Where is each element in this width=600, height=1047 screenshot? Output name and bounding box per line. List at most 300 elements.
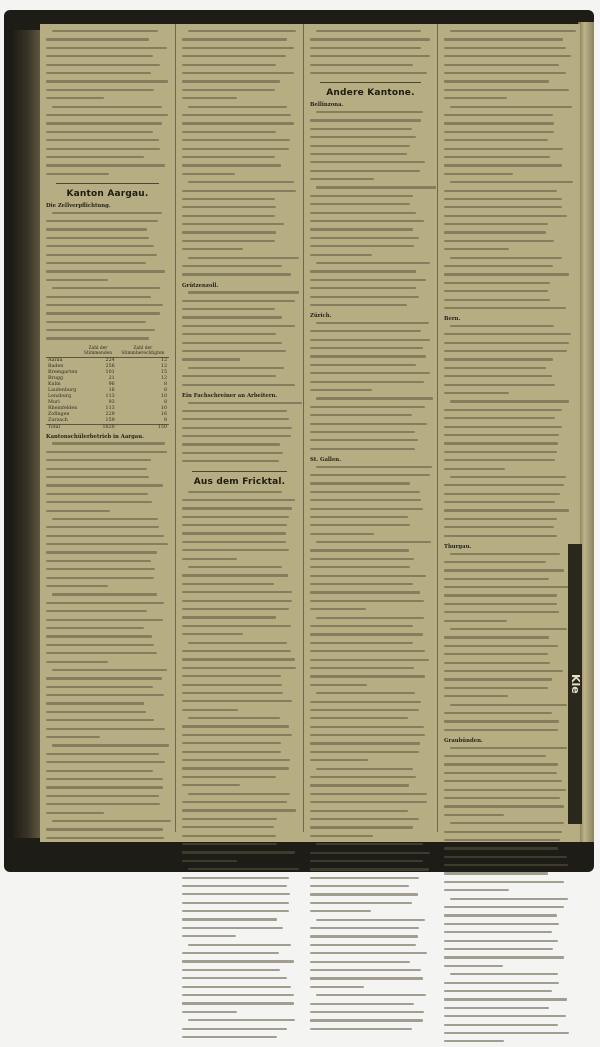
- text-line: [444, 64, 572, 70]
- text-line: [182, 350, 297, 356]
- text-line: [182, 759, 297, 765]
- text-line: [46, 38, 169, 44]
- text-line: [310, 499, 431, 505]
- text-line: [182, 206, 297, 212]
- table-cell: 8: [163, 387, 167, 393]
- text-line: [444, 358, 572, 364]
- text-line: [46, 812, 169, 818]
- text-line: [444, 231, 572, 237]
- text-line: [444, 789, 572, 795]
- text-line: [444, 831, 572, 837]
- text-line: [182, 851, 297, 857]
- text-line: [182, 300, 297, 306]
- text-line: [444, 763, 572, 769]
- text-line: [46, 602, 169, 608]
- text-line: [310, 784, 431, 790]
- text-line: [182, 114, 297, 120]
- text-line: [444, 982, 572, 988]
- text-line: [182, 994, 297, 1000]
- text-line: [444, 131, 572, 137]
- text-line: [310, 768, 431, 774]
- text-line: [310, 1011, 431, 1017]
- text-line: [182, 507, 297, 513]
- table-cell: 8: [163, 399, 167, 405]
- text-line: [444, 1032, 572, 1038]
- text-line: [444, 881, 572, 887]
- text-line: [182, 231, 297, 237]
- article-body: [182, 291, 297, 390]
- text-line: [310, 381, 431, 387]
- text-line: [182, 608, 297, 614]
- text-line: [444, 729, 572, 735]
- text-line: [182, 574, 297, 580]
- text-line: [182, 658, 297, 664]
- article-body: [310, 30, 431, 78]
- text-line: [444, 594, 572, 600]
- text-line: [310, 161, 431, 167]
- text-line: [182, 1019, 297, 1025]
- text-line: [46, 164, 169, 170]
- text-line: [310, 977, 431, 983]
- text-line: [444, 223, 572, 229]
- text-line: [444, 114, 572, 120]
- text-line: [46, 803, 169, 809]
- table-cell: Zurzach: [48, 417, 68, 423]
- text-line: [182, 181, 297, 187]
- text-line: [182, 532, 297, 538]
- text-line: [182, 491, 297, 497]
- table-cell: 101: [105, 369, 115, 375]
- table-cell: Baden: [48, 363, 64, 369]
- text-line: [182, 156, 297, 162]
- text-line: [310, 742, 431, 748]
- text-line: [182, 1028, 297, 1034]
- text-line: [444, 526, 572, 532]
- text-line: [46, 593, 169, 599]
- text-line: [46, 80, 169, 86]
- text-line: [310, 1028, 431, 1034]
- text-line: [182, 566, 297, 572]
- article-body: [444, 30, 572, 313]
- text-line: [182, 139, 297, 145]
- text-line: [182, 452, 297, 458]
- text-line: [182, 793, 297, 799]
- text-line: [182, 826, 297, 832]
- text-line: [46, 148, 169, 154]
- text-line: [46, 451, 169, 457]
- text-line: [310, 541, 431, 547]
- text-line: [182, 860, 297, 866]
- text-line: [444, 198, 572, 204]
- text-line: [310, 203, 431, 209]
- text-line: [182, 316, 297, 322]
- text-line: [310, 801, 431, 807]
- text-line: [310, 448, 431, 454]
- text-line: [444, 384, 572, 390]
- text-line: [46, 753, 169, 759]
- text-line: [182, 325, 297, 331]
- text-line: [310, 910, 431, 916]
- text-line: [182, 549, 297, 555]
- text-line: [182, 751, 297, 757]
- article-body: [310, 466, 431, 1034]
- text-line: [182, 776, 297, 782]
- text-line: [310, 389, 431, 395]
- text-line: [182, 675, 297, 681]
- text-line: [444, 72, 572, 78]
- text-line: [182, 818, 297, 824]
- text-line: [46, 694, 169, 700]
- text-line: [310, 835, 431, 841]
- text-line: [310, 304, 431, 310]
- text-line: [46, 828, 169, 834]
- text-line: [444, 290, 572, 296]
- text-line: [46, 312, 169, 318]
- text-line: [444, 173, 572, 179]
- table-cell: Zofingen: [48, 411, 70, 417]
- text-line: [444, 822, 572, 828]
- text-line: [310, 642, 431, 648]
- text-line: [310, 583, 431, 589]
- text-line: [444, 80, 572, 86]
- subhead-gruetzenzoll: Grützenzoll.: [182, 282, 219, 289]
- table-cell: Muri: [48, 399, 60, 405]
- section-heading-fricktal: Aus dem Fricktal.: [193, 476, 286, 487]
- text-line: [182, 106, 297, 112]
- text-line: [182, 402, 297, 408]
- text-line: [444, 856, 572, 862]
- text-line: [46, 778, 169, 784]
- table-header: [46, 346, 79, 358]
- text-line: [46, 139, 169, 145]
- text-line: [182, 384, 297, 390]
- text-line: [444, 628, 572, 634]
- advertisement-strip: Kle: [568, 544, 582, 824]
- text-line: [310, 877, 431, 883]
- table-cell: Kulm: [48, 381, 61, 387]
- text-line: [310, 986, 431, 992]
- text-line: [182, 198, 297, 204]
- text-line: [310, 625, 431, 631]
- table-cell: 16: [108, 387, 115, 393]
- subhead-fachschreiner: Ein Fachschreiner an Arbeitern.: [182, 392, 278, 399]
- text-line: [310, 170, 431, 176]
- table-cell: Aarau: [48, 357, 63, 363]
- text-line: [182, 64, 297, 70]
- text-line: [46, 321, 169, 327]
- text-line: [444, 535, 572, 541]
- text-line: [310, 566, 431, 572]
- text-line: [310, 927, 431, 933]
- table-header: Zahl der Stimmberechtigten: [117, 346, 169, 358]
- text-line: [182, 291, 297, 297]
- text-line: [310, 322, 431, 328]
- text-line: [444, 509, 572, 515]
- text-line: [182, 375, 297, 381]
- text-line: [444, 181, 572, 187]
- text-line: [182, 910, 297, 916]
- text-line: [182, 55, 297, 61]
- text-line: [444, 282, 572, 288]
- article-body: [46, 30, 169, 179]
- text-line: [310, 524, 431, 530]
- text-line: [310, 397, 431, 403]
- text-line: [182, 877, 297, 883]
- text-line: [310, 262, 431, 268]
- text-line: [182, 410, 297, 416]
- text-line: [182, 767, 297, 773]
- table-cell: 15: [160, 369, 167, 375]
- article-body: [182, 491, 297, 1043]
- text-line: [310, 270, 431, 276]
- table-cell: 10: [160, 393, 167, 399]
- text-line: [444, 484, 572, 490]
- text-line: [444, 164, 572, 170]
- text-line: [444, 898, 572, 904]
- text-line: [310, 111, 431, 117]
- table-cell: 96: [108, 381, 115, 387]
- text-line: [310, 1019, 431, 1025]
- text-line: [46, 329, 169, 335]
- text-line: [46, 619, 169, 625]
- text-line: [310, 212, 431, 218]
- text-line: [444, 518, 572, 524]
- text-line: [182, 342, 297, 348]
- vote-table: [46, 346, 169, 431]
- subhead-thurgau: Thurgau.: [444, 543, 472, 550]
- text-line: [310, 30, 431, 36]
- table-cell: Laufenburg: [48, 387, 77, 393]
- text-line: [182, 358, 297, 364]
- text-line: [46, 711, 169, 717]
- text-line: [310, 466, 431, 472]
- text-line: [444, 47, 572, 53]
- text-line: [310, 667, 431, 673]
- text-line: [444, 501, 572, 507]
- text-line: [46, 493, 169, 499]
- text-line: [310, 508, 431, 514]
- text-line: [444, 240, 572, 246]
- text-line: [444, 569, 572, 575]
- text-line: [46, 220, 169, 226]
- table-cell: 150: [117, 424, 169, 431]
- text-line: [46, 577, 169, 583]
- text-line: [444, 139, 572, 145]
- text-line: [444, 1015, 572, 1021]
- text-line: [182, 223, 297, 229]
- text-line: [310, 935, 431, 941]
- text-line: [444, 914, 572, 920]
- text-line: [310, 279, 431, 285]
- text-line: [182, 308, 297, 314]
- text-line: [46, 728, 169, 734]
- text-line: [182, 1002, 297, 1008]
- text-line: [310, 726, 431, 732]
- text-line: [46, 55, 169, 61]
- text-line: [46, 786, 169, 792]
- text-line: [444, 122, 572, 128]
- text-line: [310, 818, 431, 824]
- text-line: [46, 72, 169, 78]
- subhead-bern: Bern.: [444, 316, 461, 323]
- text-line: [444, 265, 572, 271]
- text-line: [310, 516, 431, 522]
- text-line: [444, 704, 572, 710]
- article-body: [444, 325, 572, 541]
- text-line: [182, 97, 297, 103]
- text-line: [444, 561, 572, 567]
- text-line: [310, 287, 431, 293]
- text-line: [46, 287, 169, 293]
- text-line: [444, 493, 572, 499]
- text-line: [310, 220, 431, 226]
- text-line: [182, 499, 297, 505]
- text-line: [310, 482, 431, 488]
- text-line: [46, 543, 169, 549]
- text-line: [310, 414, 431, 420]
- text-line: [310, 431, 431, 437]
- text-line: [46, 476, 169, 482]
- text-line: [444, 940, 572, 946]
- text-line: [46, 106, 169, 112]
- text-line: [46, 627, 169, 633]
- divider: [56, 183, 159, 184]
- text-line: [310, 692, 431, 698]
- text-line: [310, 533, 431, 539]
- text-line: [310, 717, 431, 723]
- text-line: [182, 633, 297, 639]
- text-line: [46, 304, 169, 310]
- text-line: [310, 810, 431, 816]
- text-line: [310, 364, 431, 370]
- table-cell: 1620: [79, 424, 116, 431]
- text-line: [182, 709, 297, 715]
- text-line: [182, 427, 297, 433]
- text-line: [310, 902, 431, 908]
- article-body: [182, 402, 297, 467]
- text-line: [444, 923, 572, 929]
- text-line: [182, 885, 297, 891]
- table-cell: 21: [108, 375, 115, 381]
- text-line: [444, 662, 572, 668]
- text-line: [182, 418, 297, 424]
- text-line: [444, 89, 572, 95]
- text-line: [46, 262, 169, 268]
- text-line: [182, 131, 297, 137]
- text-line: [46, 669, 169, 675]
- table-cell: Bremgarten: [48, 369, 78, 375]
- table-cell: Lenzburg: [48, 393, 72, 399]
- table-header: Zahl der Stimmenden: [79, 346, 116, 358]
- newspaper-page: [40, 24, 580, 842]
- text-line: [310, 650, 431, 656]
- text-line: [444, 772, 572, 778]
- text-line: [444, 780, 572, 786]
- table-cell: 12: [160, 357, 167, 363]
- table-cell: 229: [105, 411, 115, 417]
- text-line: [444, 603, 572, 609]
- text-line: [310, 330, 431, 336]
- text-line: [46, 296, 169, 302]
- table-cell: 224: [105, 357, 115, 363]
- text-line: [444, 325, 572, 331]
- text-line: [444, 367, 572, 373]
- text-line: [310, 843, 431, 849]
- text-line: [46, 114, 169, 120]
- table-cell: 256: [105, 363, 115, 369]
- text-line: [310, 994, 431, 1000]
- section-heading-andere-kantone: Andere Kantone.: [326, 88, 415, 99]
- text-line: [182, 1036, 297, 1042]
- table-cell: Rheinfelden: [48, 405, 78, 411]
- text-line: [46, 770, 169, 776]
- article-body: [310, 322, 431, 454]
- text-line: [444, 948, 572, 954]
- text-line: [444, 990, 572, 996]
- text-line: [310, 55, 431, 61]
- text-line: [46, 270, 169, 276]
- text-line: [182, 558, 297, 564]
- text-line: [310, 826, 431, 832]
- text-line: [444, 578, 572, 584]
- table-cell: 8: [163, 381, 167, 387]
- text-line: [444, 687, 572, 693]
- text-line: [182, 944, 297, 950]
- text-line: [46, 89, 169, 95]
- text-line: [444, 299, 572, 305]
- text-line: [444, 468, 572, 474]
- text-line: [310, 136, 431, 142]
- text-line: [444, 747, 572, 753]
- text-line: [182, 616, 297, 622]
- text-line: [444, 1040, 572, 1046]
- text-line: [182, 734, 297, 740]
- subhead-bellinzona: Bellinzona.: [310, 102, 344, 109]
- text-line: [182, 960, 297, 966]
- text-line: [444, 257, 572, 263]
- text-line: [46, 212, 169, 218]
- text-line: [444, 333, 572, 339]
- text-line: [444, 206, 572, 212]
- text-line: [310, 38, 431, 44]
- text-line: [310, 776, 431, 782]
- text-line: [310, 372, 431, 378]
- text-line: [182, 935, 297, 941]
- text-line: [46, 744, 169, 750]
- section-heading-aargau: Kanton Aargau.: [66, 189, 149, 200]
- text-line: [182, 667, 297, 673]
- text-line: [46, 484, 169, 490]
- text-line: [182, 600, 297, 606]
- text-line: [46, 254, 169, 260]
- table-cell: Brugg: [48, 375, 64, 381]
- article-body: [310, 111, 431, 310]
- text-line: [46, 279, 169, 285]
- text-line: [46, 661, 169, 667]
- text-line: [46, 468, 169, 474]
- subhead-st-gallen: St. Gallen.: [310, 456, 342, 463]
- text-line: [46, 510, 169, 516]
- text-line: [444, 459, 572, 465]
- text-line: [310, 852, 431, 858]
- text-line: [310, 860, 431, 866]
- text-line: [182, 265, 297, 271]
- text-line: [310, 423, 431, 429]
- text-line: [310, 675, 431, 681]
- divider: [192, 471, 287, 472]
- text-line: [444, 148, 572, 154]
- text-line: [182, 30, 297, 36]
